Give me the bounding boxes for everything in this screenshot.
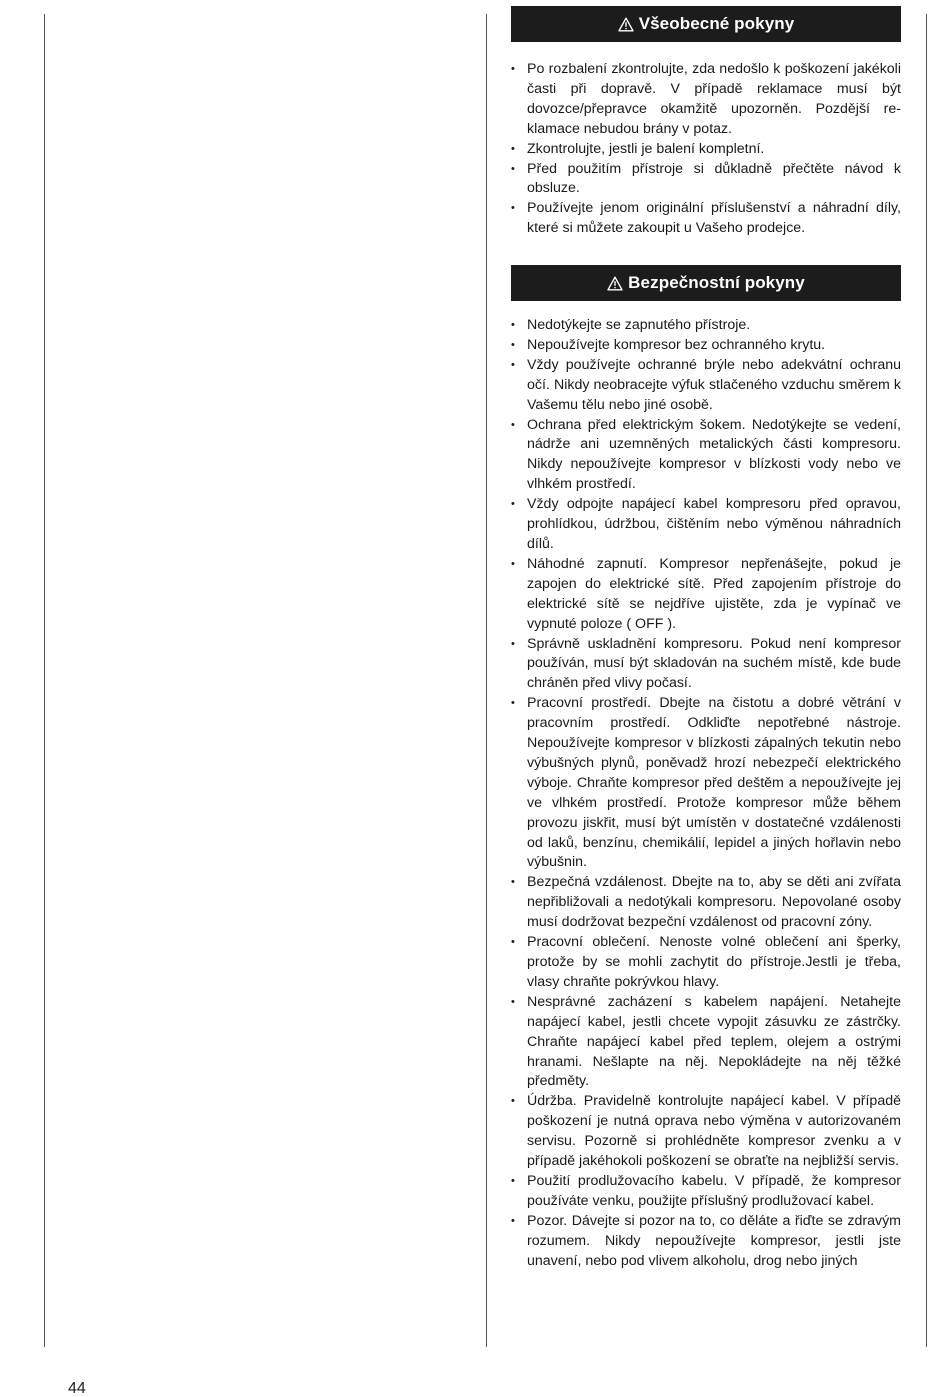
safety-instructions-list bbox=[511, 316, 901, 1272]
list-item: • Vždy odpojte napájecí kabel kompresoru před opravou, prohlídkou, údržbou, čištěním nebo výměnou náhradních dílů. bbox=[511, 495, 901, 555]
list-item: • Pracovní prostředí. Dbejte na čistotu a dobré větrání v pracovním prostředí. Odkliďte nepotřebné nástroje. Nepoužívejte kompresor v blízkosti zápalných tekutin nebo výbušných plynů, poněvadž hrozí nebezpečí elektrického výboje. Chraňte kompresor před deštěm a nepoužívejte jej ve vlhkém prostředí. Protože kompresor může během provozu jiskřit, musí být umístěn v dostatečné vzdálenosti od laků, benzínu, chemikálií, lepidel a jiných hořlavin nebo výbušnin. bbox=[511, 694, 901, 873]
general-instructions-section bbox=[511, 6, 901, 239]
warning-triangle-icon bbox=[618, 17, 634, 32]
list-item: • Nedotýkejte se zapnutého přístroje. bbox=[511, 316, 901, 336]
page-number: 44 bbox=[68, 1380, 86, 1397]
list-item: • Bezpečná vzdálenost. Dbejte na to, aby se děti ani zvířata nepřibližovali a nedotýkali kompresoru. Nepovolané osoby musí dodržovat bezpeční vzdálenost od pracovní zóny. bbox=[511, 873, 901, 933]
list-item: • Nesprávné zacházení s kabelem napájení. Netahejte napájecí kabel, jestli chcete vypojit zásuvku ze zástrčky. Chraňte napájecí kabel před teplem, olejem a ostrými hranami. Nešlapte na něj. Nepokládejte na něj těžké předměty. bbox=[511, 993, 901, 1093]
list-item: • Náhodné zapnutí. Kompresor nepřenášejte, pokud je zapojen do elektrické sítě. Před zapojením přístroje do elektrické sítě se nejdříve ujistěte, zda je vypínač ve vypnuté poloze ( OFF ). bbox=[511, 555, 901, 635]
list-item: • Ochrana před elektrickým šokem. Nedotýkejte se vedení, nádrže ani uzemněných metalických části kompresoru. Nikdy nepoužívejte kompresor v blízkosti vody nebo ve vlhkém prostředí. bbox=[511, 416, 901, 496]
list-item: • Použití prodlužovacího kabelu. V případě, že kompresor používáte venku, použijte příslušný prodlužovací kabel. bbox=[511, 1172, 901, 1212]
list-item: • Pracovní oblečení. Nenoste volné oblečení ani šperky, protože by se mohli zachytit do přístroje.Jestli je třeba, vlasy chraňte pokrývkou hlavy. bbox=[511, 933, 901, 993]
list-item: • Údržba. Pravidelně kontrolujte napájecí kabel. V případě poškození je nutná oprava nebo výměna v autorizovaném servisu. Pozorně si prohlédněte kompresor zvenku a v případě jakéhokoli poškození se obraťte na nejbližší servis. bbox=[511, 1092, 901, 1172]
list-item: • Nepoužívejte kompresor bez ochranného krytu. bbox=[511, 336, 901, 356]
list-item: • Správně uskladnění kompresoru. Pokud není kompresor používán, musí být skladován na suchém místě, kde bude chráněn před vlivy počasí. bbox=[511, 635, 901, 695]
column-divider bbox=[486, 14, 487, 1347]
general-instructions-title: Všeobecné pokyny bbox=[638, 14, 795, 33]
list-item: • Vždy používejte ochranné brýle nebo adekvátní ochranu očí. Nikdy neobracejte výfuk stlačeného vzduchu směrem k Vašemu tělu nebo jiné osobě. bbox=[511, 356, 901, 416]
warning-triangle-icon bbox=[607, 276, 623, 291]
safety-instructions-header bbox=[511, 265, 901, 301]
general-instructions-header bbox=[511, 6, 901, 42]
general-instructions-list bbox=[511, 60, 901, 239]
list-item: • Zkontrolujte, jestli je balení kompletní. bbox=[511, 140, 901, 160]
safety-instructions-title: Bezpečnostní pokyny bbox=[628, 273, 805, 292]
list-item: • Používejte jenom originální příslušenství a náhradní díly, které si můžete zakoupit u Vašeho prodejce. bbox=[511, 199, 901, 239]
safety-instructions-section bbox=[511, 265, 901, 1272]
list-item: • Pozor. Dávejte si pozor na to, co děláte a řiďte se zdravým rozumem. Nikdy nepoužívejte kompresor, jestli jste unavení, nebo pod vlivem alkoholu, drog nebo jiných bbox=[511, 1212, 901, 1272]
list-item: • Po rozbalení zkontrolujte, zda nedošlo k poškození jakékoli časti při dopravě. V případě reklamace musí být dovozce/přepravce okamžitě upozorněn. Pozdější reklamace nebudou brány v potaz. bbox=[511, 60, 901, 140]
list-item: • Před použitím přístroje si důkladně přečtěte návod k obsluze. bbox=[511, 160, 901, 200]
right-page-border bbox=[926, 14, 927, 1347]
left-page-border bbox=[44, 14, 45, 1347]
